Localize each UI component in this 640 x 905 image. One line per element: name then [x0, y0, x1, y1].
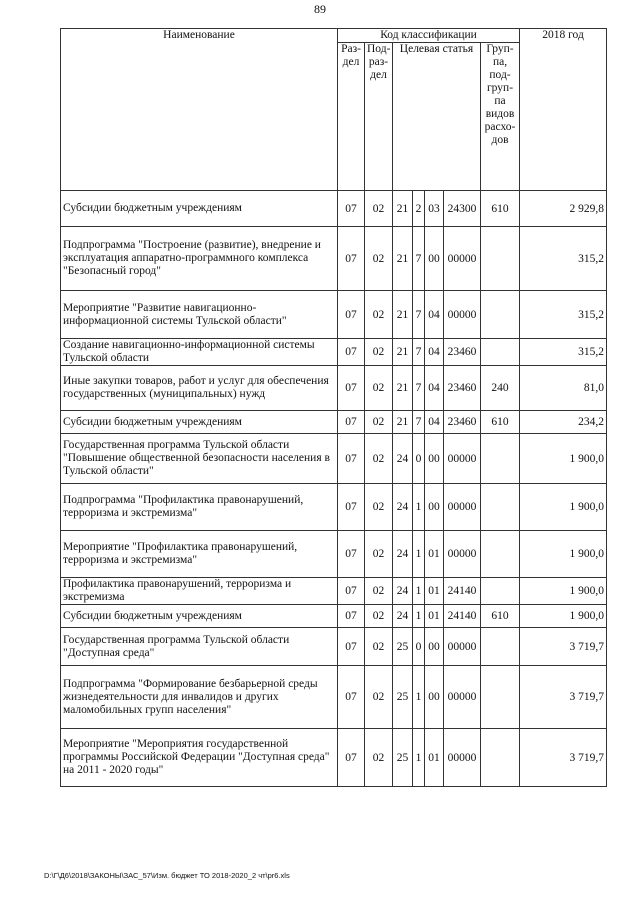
row-target-program: 24 — [393, 605, 413, 628]
row-amount-2018: 1 900,0 — [520, 434, 607, 484]
row-expense-group — [481, 434, 520, 484]
row-target-program: 21 — [393, 411, 413, 434]
row-name: Государственная программа Тульской области "Повышение общественной безопасности населения в Тульской области" — [61, 434, 338, 484]
row-amount-2018: 315,2 — [520, 227, 607, 291]
table-row — [61, 484, 607, 531]
row-name: Подпрограмма "Формирование безбарьерной среды жизнедеятельности для инвалидов и других маломобильных групп населения" — [61, 666, 338, 729]
row-name: Создание навигационно-информационной системы Тульской области — [61, 339, 338, 366]
row-razdel: 07 — [338, 366, 365, 411]
row-target-event: 01 — [425, 605, 444, 628]
row-podrazdel: 02 — [365, 484, 393, 531]
table-row — [61, 605, 607, 628]
row-amount-2018: 81,0 — [520, 366, 607, 411]
row-razdel: 07 — [338, 411, 365, 434]
row-target-direction: 00000 — [444, 628, 481, 666]
row-expense-group — [481, 339, 520, 366]
row-razdel: 07 — [338, 729, 365, 787]
row-name: Мероприятие "Мероприятия государственной программы Российской Федерации "Доступная среда" на 2011 - 2020 годы" — [61, 729, 338, 787]
row-target-event: 00 — [425, 666, 444, 729]
row-podrazdel: 02 — [365, 339, 393, 366]
table-row — [61, 339, 607, 366]
row-expense-group — [481, 666, 520, 729]
header-name: Наименование — [61, 29, 338, 191]
table-row — [61, 628, 607, 666]
row-target-direction: 00000 — [444, 434, 481, 484]
row-name: Субсидии бюджетным учреждениям — [61, 605, 338, 628]
row-podrazdel: 02 — [365, 227, 393, 291]
row-podrazdel: 02 — [365, 605, 393, 628]
row-expense-group — [481, 291, 520, 339]
table-row — [61, 291, 607, 339]
row-name: Мероприятие "Профилактика правонарушений, терроризма и экстремизма" — [61, 531, 338, 578]
row-target-subprogram: 7 — [413, 411, 425, 434]
row-target-direction: 00000 — [444, 227, 481, 291]
row-target-event: 04 — [425, 339, 444, 366]
row-amount-2018: 3 719,7 — [520, 729, 607, 787]
row-razdel: 07 — [338, 605, 365, 628]
row-target-direction: 23460 — [444, 339, 481, 366]
row-podrazdel: 02 — [365, 531, 393, 578]
row-amount-2018: 1 900,0 — [520, 484, 607, 531]
row-target-subprogram: 0 — [413, 434, 425, 484]
row-amount-2018: 2 929,8 — [520, 191, 607, 227]
row-target-subprogram: 7 — [413, 227, 425, 291]
row-expense-group: 240 — [481, 366, 520, 411]
header-year: 2018 год — [520, 29, 607, 191]
row-expense-group — [481, 578, 520, 605]
row-target-event: 00 — [425, 434, 444, 484]
page-number: 89 — [314, 2, 326, 16]
row-target-direction: 00000 — [444, 484, 481, 531]
row-amount-2018: 1 900,0 — [520, 578, 607, 605]
row-target-subprogram: 1 — [413, 531, 425, 578]
header-classification-code: Код классификации — [338, 29, 520, 43]
file-path-footer: D:\Г\Д6\2018\ЗАКОНЫ\ЗАС_57\Изм. бюджет ТО 2018-2020_2 чт\pr6.xls — [44, 871, 290, 880]
header-target-article: Целевая статья — [393, 43, 481, 191]
row-podrazdel: 02 — [365, 434, 393, 484]
row-target-program: 24 — [393, 531, 413, 578]
row-amount-2018: 3 719,7 — [520, 666, 607, 729]
row-razdel: 07 — [338, 227, 365, 291]
row-target-direction: 23460 — [444, 366, 481, 411]
row-name: Подпрограмма "Профилактика правонарушений, терроризма и экстремизма" — [61, 484, 338, 531]
row-razdel: 07 — [338, 339, 365, 366]
row-target-direction: 24140 — [444, 578, 481, 605]
row-target-direction: 00000 — [444, 531, 481, 578]
row-target-event: 04 — [425, 411, 444, 434]
row-razdel: 07 — [338, 578, 365, 605]
row-target-direction: 00000 — [444, 729, 481, 787]
header-podrazdel: Под-раз-дел — [365, 43, 393, 191]
row-target-direction: 00000 — [444, 666, 481, 729]
row-target-program: 25 — [393, 666, 413, 729]
table-row — [61, 191, 607, 227]
row-target-subprogram: 1 — [413, 729, 425, 787]
header-razdel: Раз-дел — [338, 43, 365, 191]
row-target-event: 04 — [425, 366, 444, 411]
row-amount-2018: 234,2 — [520, 411, 607, 434]
row-podrazdel: 02 — [365, 729, 393, 787]
row-expense-group: 610 — [481, 605, 520, 628]
row-razdel: 07 — [338, 666, 365, 729]
row-name: Подпрограмма "Построение (развитие), внедрение и эксплуатация аппаратно-программного комплекса "Безопасный город" — [61, 227, 338, 291]
row-target-subprogram: 7 — [413, 291, 425, 339]
row-razdel: 07 — [338, 434, 365, 484]
row-target-program: 21 — [393, 227, 413, 291]
row-target-subprogram: 1 — [413, 578, 425, 605]
row-target-event: 00 — [425, 227, 444, 291]
row-target-program: 25 — [393, 729, 413, 787]
row-target-subprogram: 1 — [413, 605, 425, 628]
row-name: Субсидии бюджетным учреждениям — [61, 411, 338, 434]
row-target-program: 24 — [393, 484, 413, 531]
row-name: Профилактика правонарушений, терроризма и экстремизма — [61, 578, 338, 605]
row-razdel: 07 — [338, 291, 365, 339]
row-target-subprogram: 2 — [413, 191, 425, 227]
row-expense-group — [481, 227, 520, 291]
row-target-program: 21 — [393, 366, 413, 411]
row-target-event: 00 — [425, 484, 444, 531]
row-expense-group — [481, 484, 520, 531]
table-row — [61, 227, 607, 291]
header-row — [61, 29, 607, 43]
header-expense-group: Груп-па, под-груп-па видов расхо-дов — [481, 43, 520, 191]
row-expense-group — [481, 531, 520, 578]
row-amount-2018: 315,2 — [520, 291, 607, 339]
table-row — [61, 366, 607, 411]
row-podrazdel: 02 — [365, 411, 393, 434]
row-target-subprogram: 1 — [413, 666, 425, 729]
budget-table — [60, 28, 607, 787]
row-target-subprogram: 0 — [413, 628, 425, 666]
row-target-event: 00 — [425, 628, 444, 666]
row-expense-group — [481, 628, 520, 666]
table-row — [61, 666, 607, 729]
row-podrazdel: 02 — [365, 191, 393, 227]
row-name: Мероприятие "Развитие навигационно-информационной системы Тульской области" — [61, 291, 338, 339]
row-amount-2018: 3 719,7 — [520, 628, 607, 666]
row-target-program: 25 — [393, 628, 413, 666]
row-podrazdel: 02 — [365, 666, 393, 729]
row-name: Государственная программа Тульской области "Доступная среда" — [61, 628, 338, 666]
row-target-direction: 23460 — [444, 411, 481, 434]
row-name: Субсидии бюджетным учреждениям — [61, 191, 338, 227]
row-target-program: 24 — [393, 434, 413, 484]
row-expense-group — [481, 729, 520, 787]
row-target-event: 04 — [425, 291, 444, 339]
row-expense-group: 610 — [481, 191, 520, 227]
row-razdel: 07 — [338, 484, 365, 531]
row-name: Иные закупки товаров, работ и услуг для обеспечения государственных (муниципальных) нужд — [61, 366, 338, 411]
row-razdel: 07 — [338, 531, 365, 578]
row-target-subprogram: 7 — [413, 366, 425, 411]
row-target-event: 01 — [425, 531, 444, 578]
row-target-direction: 24140 — [444, 605, 481, 628]
row-podrazdel: 02 — [365, 291, 393, 339]
row-razdel: 07 — [338, 628, 365, 666]
row-target-program: 21 — [393, 291, 413, 339]
row-target-event: 01 — [425, 729, 444, 787]
row-amount-2018: 1 900,0 — [520, 605, 607, 628]
row-amount-2018: 315,2 — [520, 339, 607, 366]
row-podrazdel: 02 — [365, 578, 393, 605]
row-target-program: 21 — [393, 191, 413, 227]
row-target-direction: 00000 — [444, 291, 481, 339]
row-podrazdel: 02 — [365, 366, 393, 411]
row-target-event: 01 — [425, 578, 444, 605]
row-razdel: 07 — [338, 191, 365, 227]
table-row — [61, 578, 607, 605]
table-row — [61, 531, 607, 578]
row-expense-group: 610 — [481, 411, 520, 434]
row-target-subprogram: 7 — [413, 339, 425, 366]
table-row — [61, 434, 607, 484]
table-row — [61, 729, 607, 787]
row-target-program: 21 — [393, 339, 413, 366]
table-row — [61, 411, 607, 434]
row-podrazdel: 02 — [365, 628, 393, 666]
row-target-direction: 24300 — [444, 191, 481, 227]
row-target-program: 24 — [393, 578, 413, 605]
row-target-subprogram: 1 — [413, 484, 425, 531]
row-amount-2018: 1 900,0 — [520, 531, 607, 578]
row-target-event: 03 — [425, 191, 444, 227]
